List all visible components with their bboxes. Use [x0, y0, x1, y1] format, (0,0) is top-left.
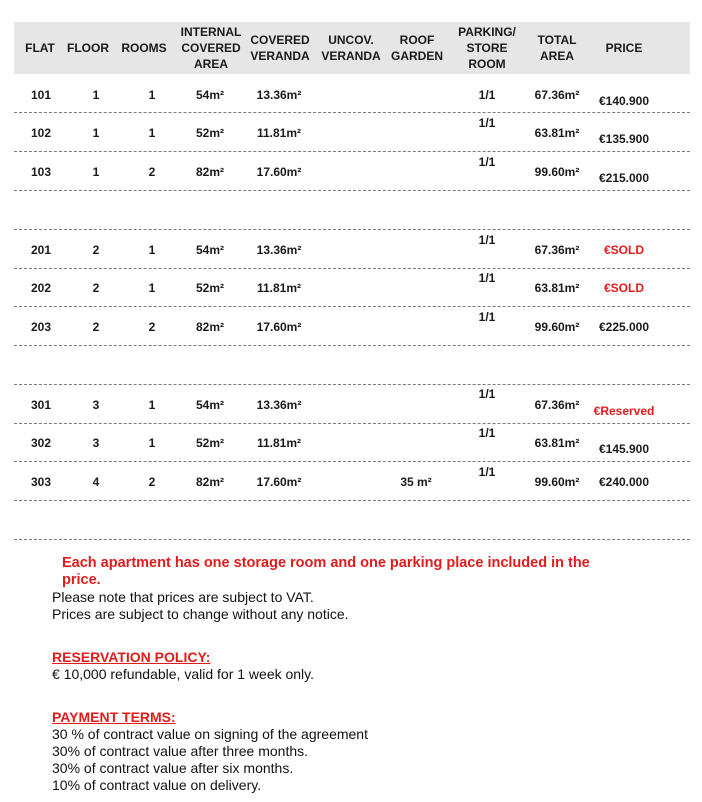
cell-rooms: 1 [148, 398, 156, 412]
row-divider [14, 345, 690, 346]
cell-flat: 203 [30, 320, 52, 334]
cell-price: €215.000 [598, 171, 650, 185]
payment-terms-title: PAYMENT TERMS: [52, 709, 176, 725]
vat-notice: Please note that prices are subject to VAT. [52, 589, 314, 605]
cell-parking: 1/1 [478, 116, 496, 130]
cell-floor: 1 [92, 88, 100, 102]
payment-term-item: 30 % of contract value on signing of the agreement [52, 726, 368, 742]
cell-internal-area: 52m² [195, 436, 225, 450]
cell-floor: 1 [92, 165, 100, 179]
cell-flat: 101 [30, 88, 52, 102]
included-notice: Each apartment has one storage room and one parking place included in the price. [62, 555, 590, 588]
cell-floor: 4 [92, 475, 100, 489]
cell-flat: 103 [30, 165, 52, 179]
header-roof-garden: ROOF GARDEN [390, 33, 444, 63]
cell-parking: 1/1 [478, 310, 496, 324]
cell-total-area: 63.81m² [534, 281, 580, 295]
cell-floor: 2 [92, 281, 100, 295]
cell-roof-garden: 35 m² [400, 475, 432, 489]
cell-price: €SOLD [603, 281, 645, 295]
cell-covered-veranda: 11.81m² [256, 436, 302, 450]
cell-rooms: 1 [148, 243, 156, 257]
cell-floor: 3 [92, 436, 100, 450]
cell-parking: 1/1 [478, 88, 496, 102]
cell-internal-area: 82m² [195, 475, 225, 489]
header-covered-veranda: COVERED VERANDA [250, 33, 310, 63]
header-rooms: ROOMS [121, 41, 167, 55]
notes-section [52, 555, 652, 794]
cell-covered-veranda: 17.60m² [256, 320, 302, 334]
cell-parking: 1/1 [478, 233, 496, 247]
cell-covered-veranda: 17.60m² [256, 165, 302, 179]
row-divider [14, 268, 690, 269]
cell-price: €135.900 [598, 132, 650, 146]
cell-covered-veranda: 13.36m² [256, 88, 302, 102]
cell-floor: 2 [92, 243, 100, 257]
cell-covered-veranda: 13.36m² [256, 243, 302, 257]
cell-internal-area: 54m² [195, 243, 225, 257]
row-divider [14, 229, 690, 230]
row-divider [14, 190, 690, 191]
header-uncovered-veranda: UNCOV. VERANDA [321, 33, 381, 63]
row-divider [14, 306, 690, 307]
cell-covered-veranda: 11.81m² [256, 281, 302, 295]
cell-rooms: 2 [148, 165, 156, 179]
cell-internal-area: 52m² [195, 281, 225, 295]
table-header [14, 22, 690, 74]
cell-floor: 1 [92, 126, 100, 140]
cell-flat: 302 [30, 436, 52, 450]
price-change-notice: Prices are subject to change without any notice. [52, 606, 349, 622]
cell-rooms: 1 [148, 88, 156, 102]
cell-price: €225.000 [598, 320, 650, 334]
row-divider [14, 384, 690, 385]
cell-flat: 301 [30, 398, 52, 412]
reservation-policy-text: € 10,000 refundable, valid for 1 week only. [52, 666, 315, 682]
cell-parking: 1/1 [478, 155, 496, 169]
reservation-policy-title: RESERVATION POLICY: [52, 649, 211, 665]
cell-floor: 2 [92, 320, 100, 334]
cell-total-area: 63.81m² [534, 436, 580, 450]
cell-total-area: 99.60m² [534, 320, 580, 334]
row-divider [14, 423, 690, 424]
cell-total-area: 67.36m² [534, 88, 580, 102]
cell-price: €145.900 [598, 442, 650, 456]
payment-term-item: 30% of contract value after six months. [52, 760, 294, 776]
cell-price: €240.000 [598, 475, 650, 489]
row-divider [14, 500, 690, 501]
cell-price: €140.900 [598, 94, 650, 108]
cell-total-area: 99.60m² [534, 475, 580, 489]
cell-parking: 1/1 [478, 387, 496, 401]
payment-term-item: 30% of contract value after three months. [52, 743, 309, 759]
cell-price: €SOLD [603, 243, 645, 257]
cell-internal-area: 82m² [195, 320, 225, 334]
header-price: PRICE [605, 41, 643, 55]
cell-covered-veranda: 13.36m² [256, 398, 302, 412]
cell-parking: 1/1 [478, 465, 496, 479]
cell-internal-area: 52m² [195, 126, 225, 140]
cell-total-area: 99.60m² [534, 165, 580, 179]
header-parking-store-room: PARKING/ STORE ROOM [458, 25, 516, 71]
cell-flat: 202 [30, 281, 52, 295]
cell-covered-veranda: 11.81m² [256, 126, 302, 140]
cell-total-area: 67.36m² [534, 243, 580, 257]
cell-floor: 3 [92, 398, 100, 412]
header-flat: FLAT [25, 41, 55, 55]
header-total-area: TOTAL AREA [537, 33, 577, 63]
cell-internal-area: 54m² [195, 398, 225, 412]
cell-rooms: 1 [148, 436, 156, 450]
cell-covered-veranda: 17.60m² [256, 475, 302, 489]
cell-flat: 303 [30, 475, 52, 489]
cell-rooms: 2 [148, 475, 156, 489]
cell-flat: 102 [30, 126, 52, 140]
row-divider [14, 112, 690, 113]
cell-parking: 1/1 [478, 426, 496, 440]
cell-total-area: 67.36m² [534, 398, 580, 412]
header-internal-covered-area: INTERNAL COVERED AREA [180, 25, 242, 71]
payment-term-item: 10% of contract value on delivery. [52, 777, 262, 793]
header-floor: FLOOR [67, 41, 109, 55]
row-divider [14, 461, 690, 462]
row-divider [14, 151, 690, 152]
cell-rooms: 2 [148, 320, 156, 334]
cell-rooms: 1 [148, 281, 156, 295]
cell-price: €Reserved [593, 404, 655, 418]
cell-parking: 1/1 [478, 271, 496, 285]
row-divider [14, 539, 690, 540]
cell-internal-area: 54m² [195, 88, 225, 102]
cell-flat: 201 [30, 243, 52, 257]
cell-total-area: 63.81m² [534, 126, 580, 140]
cell-internal-area: 82m² [195, 165, 225, 179]
cell-rooms: 1 [148, 126, 156, 140]
